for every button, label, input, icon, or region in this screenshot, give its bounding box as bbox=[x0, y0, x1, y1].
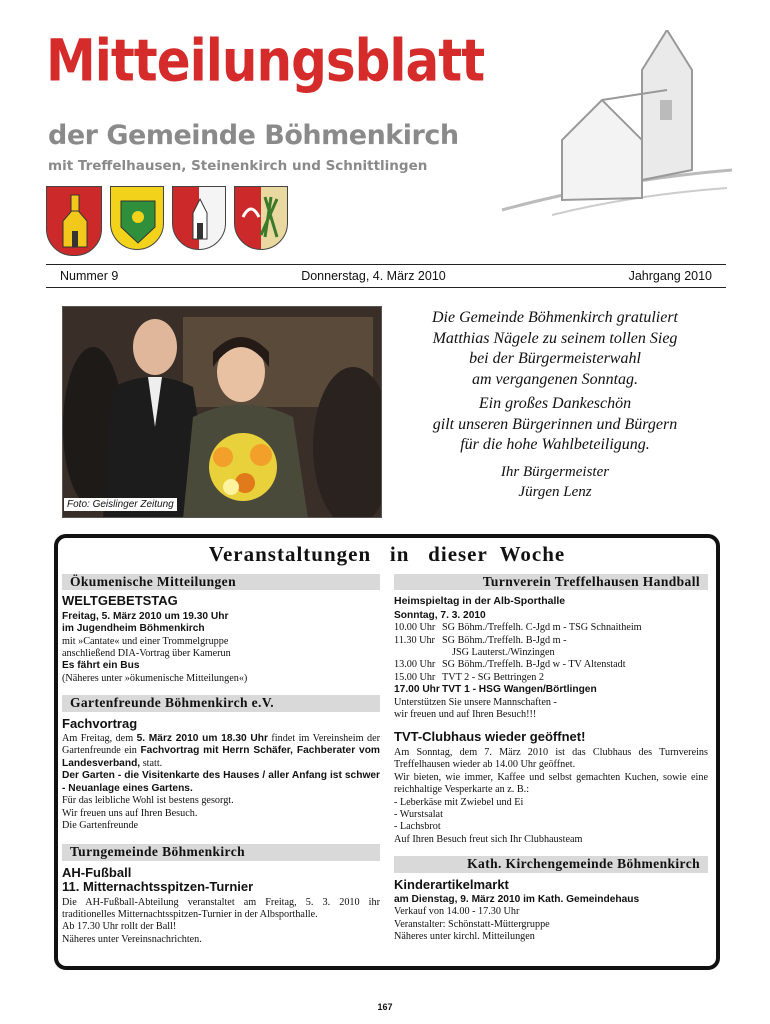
club-signoff: Auf Ihren Besuch freut sich Ihr Clubhausteam bbox=[394, 833, 583, 845]
club-paragraph: Wir bieten, wie immer, Kaffee und selbst gemachten Kuchen, sowie eine reichhaltige Vesperkarte an z. B.: bbox=[394, 771, 708, 796]
church-drawing-icon bbox=[492, 30, 742, 250]
schedule-match: TVT 2 - SG Bettringen 2 bbox=[442, 671, 544, 683]
crest-steinenkirch-icon bbox=[172, 186, 226, 250]
congratulation-text bbox=[390, 308, 720, 456]
club-heading: TVT-Clubhaus wieder geöffnet! bbox=[394, 729, 586, 745]
kath-heading: Kinderartikelmarkt bbox=[394, 876, 509, 892]
schedule-match: JSG Lauterst./Winzingen bbox=[452, 647, 555, 659]
club-menu-item: - Wurstsalat bbox=[394, 808, 443, 820]
masthead-subline: mit Treffelhausen, Steinenkirch und Schnittlingen bbox=[48, 158, 428, 174]
section-kath: Kath. Kirchengemeinde Böhmenkirch bbox=[394, 856, 708, 872]
congrats-line: für die hohe Wahlbeteiligung. bbox=[460, 436, 650, 453]
schedule-time: 11.30 Uhr bbox=[394, 634, 435, 646]
turn-heading-1: AH-Fußball bbox=[62, 864, 132, 880]
handball-footer: wir freuen und auf Ihren Besuch!!! bbox=[394, 709, 537, 721]
crest-treffelhausen-icon bbox=[110, 186, 164, 250]
crest-schnittlingen-icon bbox=[234, 186, 288, 250]
kath-line: am Dienstag, 9. März 2010 im Kath. Gemeindehaus bbox=[394, 893, 640, 905]
schedule-time bbox=[394, 647, 442, 659]
oekumene-heading: WELTGEBETSTAG bbox=[62, 593, 178, 609]
handball-date: Sonntag, 7. 3. 2010 bbox=[394, 609, 486, 621]
garten-line: Die Gartenfreunde bbox=[62, 819, 139, 831]
turn-line: Näheres unter Vereinsnachrichten. bbox=[62, 933, 202, 945]
section-handball: Turnverein Treffelhausen Handball bbox=[394, 574, 708, 590]
handball-heading: Heimspieltag in der Alb-Sporthalle bbox=[394, 595, 566, 608]
club-menu-item: - Leberkäse mit Zwiebel und Ei bbox=[394, 796, 524, 808]
schedule-time: 13.00 Uhr bbox=[394, 659, 436, 671]
oekumene-line: Freitag, 5. März 2010 um 19.30 Uhr bbox=[62, 610, 229, 622]
garten-paragraph bbox=[62, 733, 380, 770]
signoff bbox=[390, 462, 720, 502]
left-column bbox=[62, 574, 380, 946]
club-paragraph: Am Sonntag, dem 7. März 2010 ist das Clubhaus des Turnvereins Treffelhausen wieder ab 14.00 Uhr geöffnet. bbox=[394, 746, 708, 771]
congrats-line: gilt unseren Bürgerinnen und Bürgern bbox=[432, 415, 678, 433]
garten-topic: Der Garten - die Visitenkarte des Hauses / aller Anfang ist schwer - Neuanlage eines Gartens. bbox=[62, 770, 380, 794]
handball-footer: Unterstützen Sie unsere Mannschaften - bbox=[394, 696, 557, 708]
garten-text: statt. bbox=[140, 757, 163, 769]
oekumene-line: Es fährt ein Bus bbox=[62, 660, 140, 672]
signoff-title: Ihr Bürgermeister bbox=[500, 464, 610, 480]
section-oekumene: Ökumenische Mitteilungen bbox=[62, 574, 380, 590]
schedule-time: 15.00 Uhr bbox=[394, 671, 436, 683]
garten-line: Für das leibliche Wohl ist bestens gesorgt. bbox=[62, 795, 234, 807]
garten-date: 5. März 2010 um 18.30 Uhr bbox=[136, 733, 268, 745]
events-title: Veranstaltungen in dieser Woche bbox=[208, 542, 566, 566]
handball-schedule bbox=[394, 622, 708, 696]
masthead-subtitle: der Gemeinde Böhmenkirch bbox=[48, 120, 459, 151]
schedule-match: SG Böhm./Treffelh. B-Jgd w - TV Altenstadt bbox=[442, 659, 626, 671]
garten-line: Wir freuen uns auf Ihren Besuch. bbox=[62, 807, 198, 819]
masthead-title: Mitteilungsblatt bbox=[46, 27, 485, 95]
schedule-match: TVT 1 - HSG Wangen/Börtlingen bbox=[442, 684, 597, 696]
turn-paragraph: Die AH-Fußball-Abteilung veranstaltet am Freitag, 5. 3. 2010 ihr traditionelles Mitternachtsspitzen-Turnier in der Albsporthalle. bbox=[62, 896, 380, 920]
crest-boehmenkirch-icon bbox=[46, 186, 102, 256]
club-menu-item: - Lachsbrot bbox=[394, 821, 441, 833]
page-number: 167 bbox=[377, 1002, 393, 1012]
turn-heading-2: 11. Mitternachtsspitzen-Turnier bbox=[62, 879, 254, 895]
congrats-line: Ein großes Dankeschön bbox=[478, 395, 632, 412]
oekumene-line: (Näheres unter »ökumenische Mitteilungen«) bbox=[62, 672, 248, 684]
kath-line: Näheres unter kirchl. Mitteilungen bbox=[394, 931, 535, 943]
oekumene-line: mit »Cantate« und einer Trommelgruppe bbox=[62, 635, 229, 647]
schedule-match: SG Böhm./Treffelh. B-Jgd m - bbox=[442, 634, 567, 646]
coat-of-arms-row bbox=[46, 186, 288, 256]
kath-line: Verkauf von 14.00 - 17.30 Uhr bbox=[394, 906, 520, 918]
right-column bbox=[394, 574, 708, 944]
congrats-line: Die Gemeinde Böhmenkirch gratuliert bbox=[431, 309, 678, 326]
oekumene-line: im Jugendheim Böhmenkirch bbox=[62, 623, 205, 635]
section-garten: Gartenfreunde Böhmenkirch e.V. bbox=[62, 695, 380, 711]
oekumene-line: anschließend DIA-Vortrag über Kamerun bbox=[62, 648, 231, 660]
garten-text: findet im Vereinsheim der Gartenfreunde ein bbox=[62, 733, 380, 757]
issue-bar bbox=[46, 264, 726, 288]
photo-caption: Foto: Geislinger Zeitung bbox=[64, 498, 177, 511]
congrats-line: Matthias Nägele zu seinem tollen Sieg bbox=[432, 329, 678, 347]
garten-heading: Fachvortrag bbox=[62, 715, 138, 731]
issue-number: Nummer 9 bbox=[60, 269, 119, 283]
garten-text: Am Freitag, dem bbox=[62, 733, 137, 745]
issue-date: Donnerstag, 4. März 2010 bbox=[301, 269, 446, 283]
congrats-line: am vergangenen Sonntag. bbox=[471, 370, 639, 388]
garten-speaker: Fachvortrag mit Herrn Schäfer, Fachberater vom Landesverband, bbox=[62, 745, 380, 769]
congrats-line: bei der Bürgermeisterwahl bbox=[469, 350, 641, 367]
schedule-match: SG Böhm./Treffelh. C-Jgd m - TSG Schnaitheim bbox=[442, 622, 642, 634]
signoff-name: Jürgen Lenz bbox=[518, 484, 592, 500]
section-turngemeinde: Turngemeinde Böhmenkirch bbox=[62, 844, 380, 860]
issue-year: Jahrgang 2010 bbox=[628, 269, 712, 283]
kath-line: Veranstalter: Schönstatt-Müttergruppe bbox=[394, 918, 550, 930]
schedule-time: 17.00 Uhr bbox=[394, 684, 440, 696]
schedule-time: 10.00 Uhr bbox=[394, 622, 436, 634]
turn-line: Ab 17.30 Uhr rollt der Ball! bbox=[62, 921, 177, 933]
mayor-photo bbox=[62, 306, 382, 518]
